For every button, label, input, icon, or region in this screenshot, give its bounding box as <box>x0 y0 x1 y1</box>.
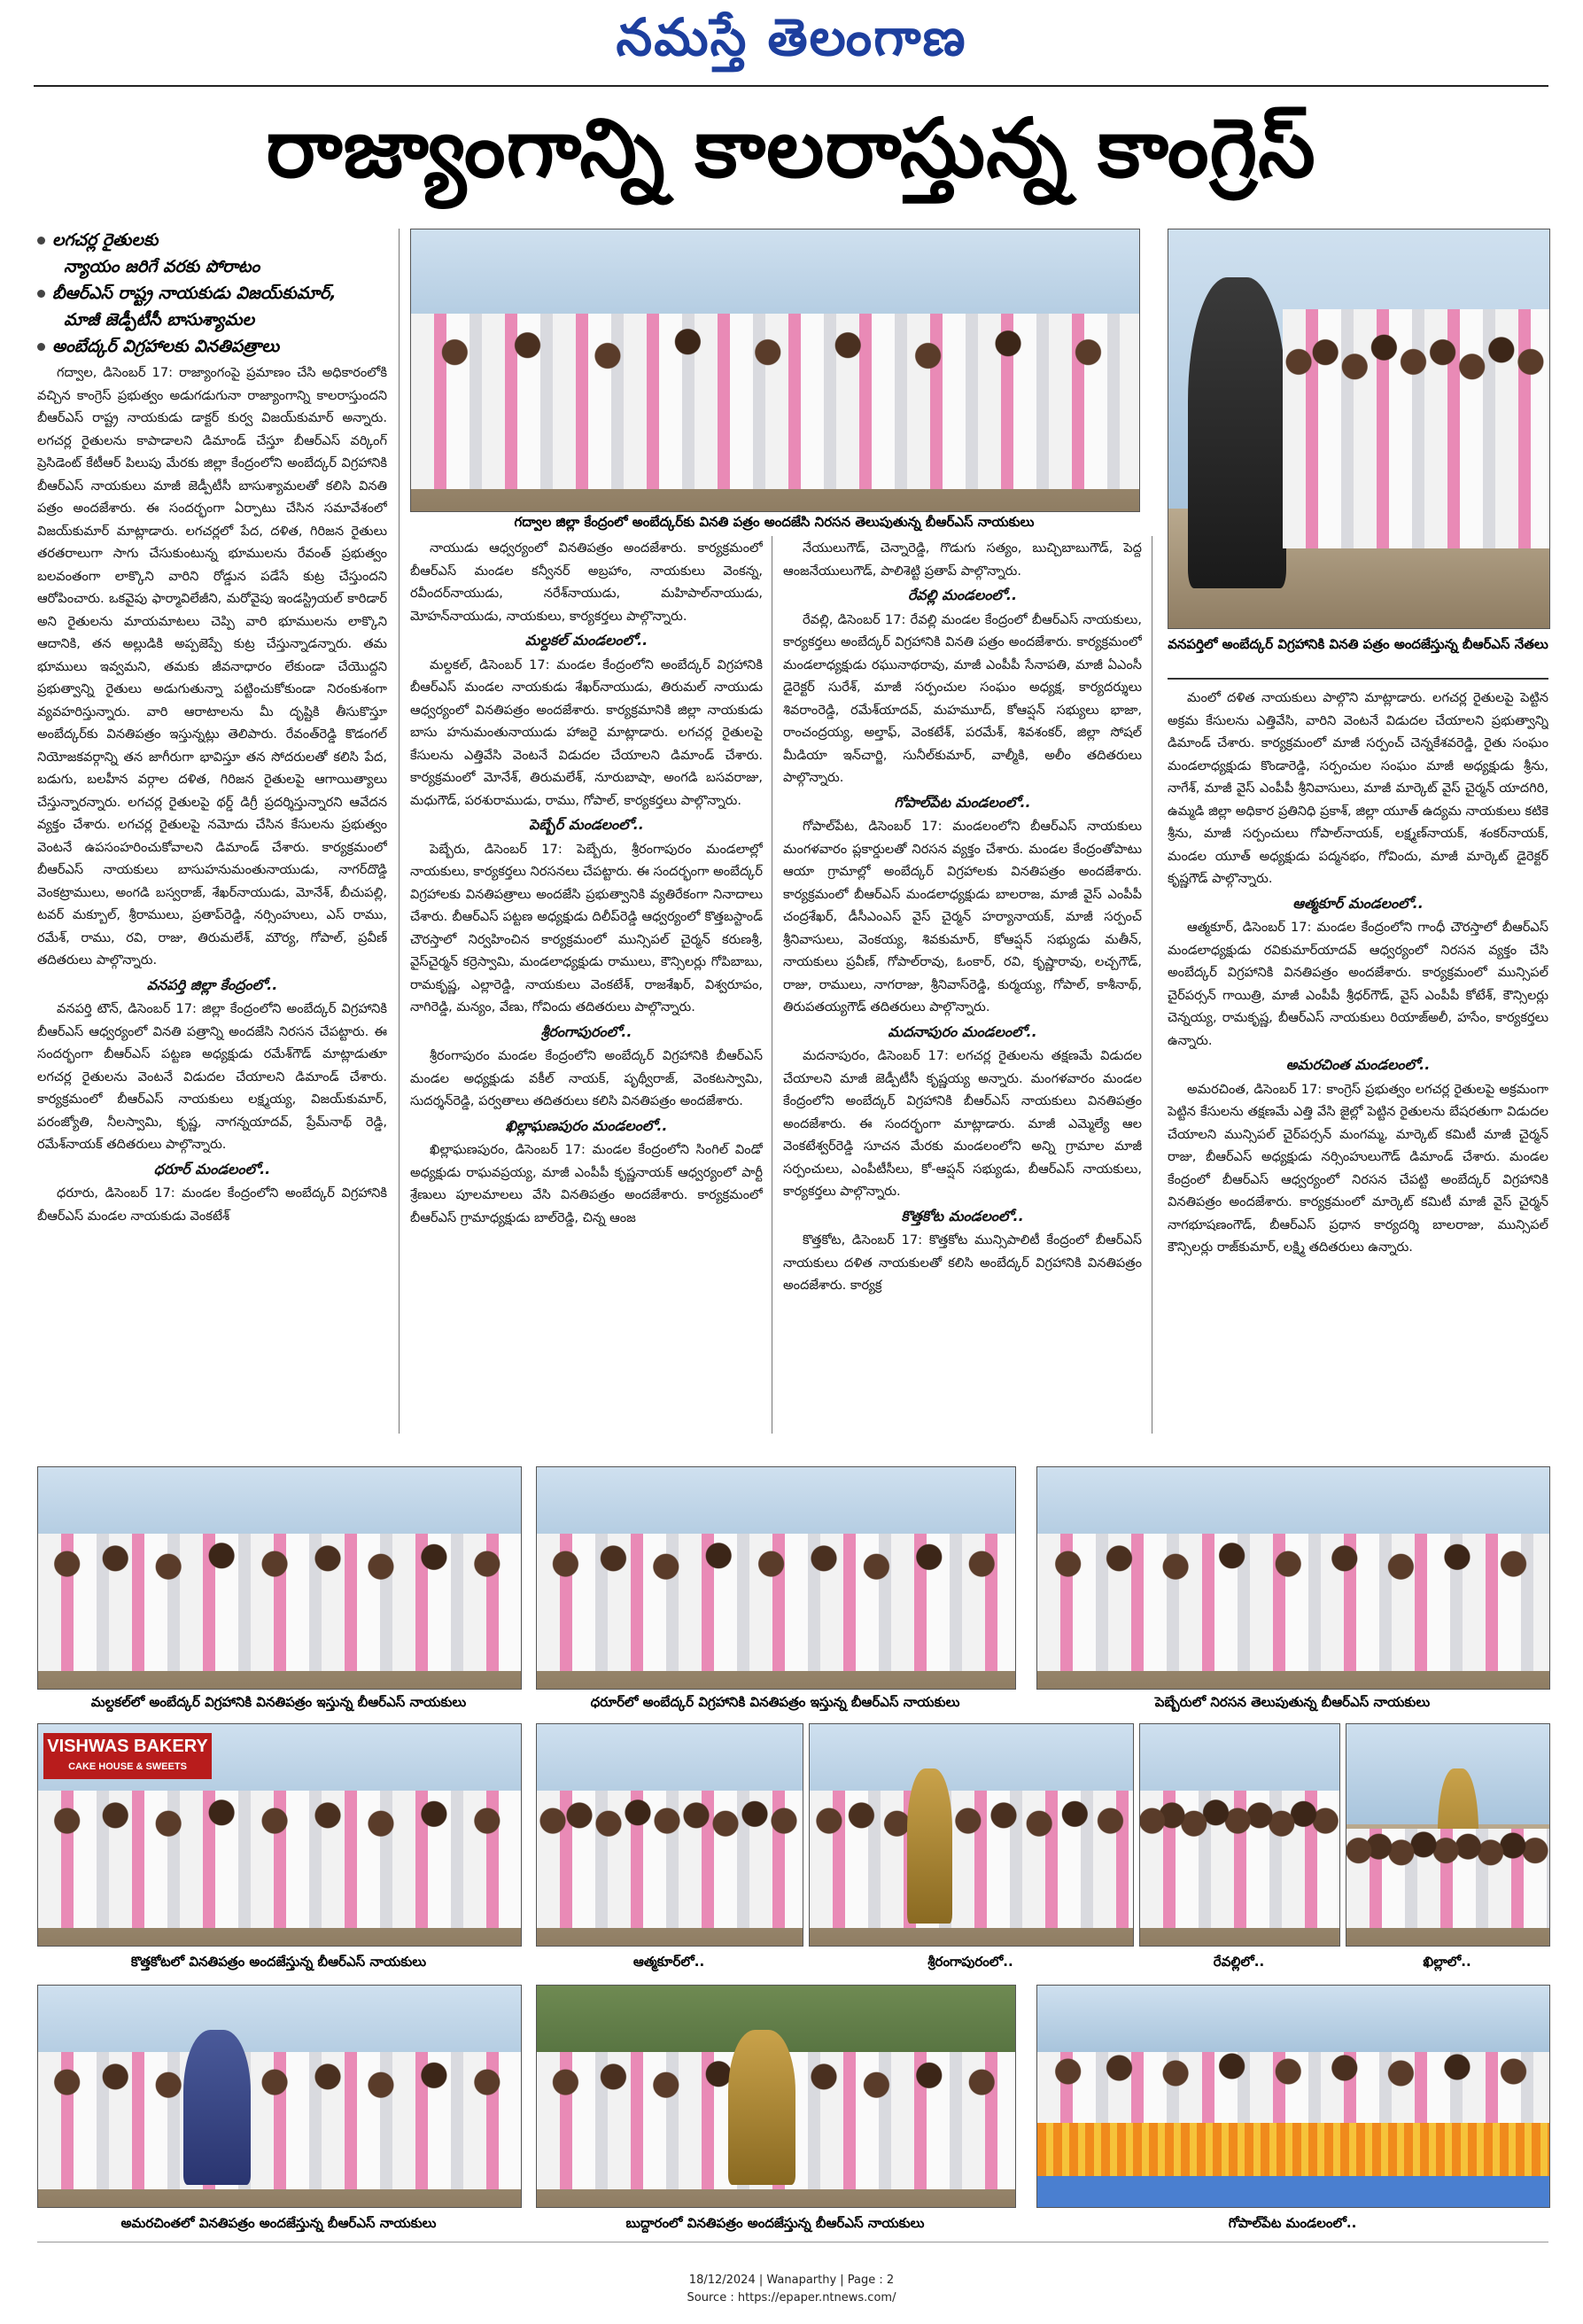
highlight-item: న్యాయం జరిగే వరకు పోరాటం <box>64 257 260 276</box>
caption-maldakal: మల్దకల్‌లో అంబేద్కర్ విగ్రహానికి వినతిపత్రం ఇస్తున్న బీఆర్‌ఎస్ నాయకులు <box>90 1694 467 1710</box>
caption-pebbair: పెబ్బేరులో నిరసన తెలుపుతున్న బీఆర్‌ఎస్ నాయకులు <box>1154 1694 1431 1710</box>
footer-date-edition: 18/12/2024 | Wanaparthy | Page : 2 <box>688 2273 895 2287</box>
section-subheading: ధరూర్ మండలంలో.. <box>153 1160 271 1178</box>
bakery-sign: VISHWAS BAKERY CAKE HOUSE & SWEETS <box>43 1733 212 1779</box>
column-divider <box>399 229 400 1434</box>
highlights-box <box>37 227 384 360</box>
section-subheading: అమరచింత మండలంలో.. <box>1285 1056 1431 1073</box>
caption-buddaram: బుద్దారంలో వినతిపత్రం అందజేస్తున్న బీఆర్‌ఎస్ నాయకులు <box>625 2215 925 2231</box>
article-paragraph: ఖిల్లాఘణపురం, డిసెంబర్ 17: మండల కేంద్రంలోని సింగిల్ విండో అధ్యక్షుడు రాఘవప్రయ్య, మాజీ ఎంపీపీ కృష్ణనాయక్ ఆధ్వర్యంలో పార్టీ శ్రేణులు పూలమాలలు వేసి వినతిపత్రం అందజేశారు. కార్యక్రమంలో బీఆర్‌ఎస్ గ్రామాధ్యక్షుడు బాల్‌రెడ్డి, చిన్న ఆంజ <box>410 1142 763 1225</box>
masthead-rule <box>34 85 1548 87</box>
caption-khilla: ఖిల్లాలో.. <box>1423 1954 1471 1970</box>
caption-atmakur: ఆత్మకూర్‌లో.. <box>632 1954 705 1970</box>
photo-srirangapuram <box>809 1723 1134 1947</box>
section-subheading: రేవల్లి మండలంలో.. <box>907 587 1018 603</box>
caption-srirangapuram: శ్రీరంగాపురంలో.. <box>927 1954 1013 1970</box>
article-paragraph: మంలో దళిత నాయకులు పాల్గొని మాట్లాడారు. లగచర్ల రైతులపై పెట్టిన అక్రమ కేసులను ఎత్తివేసి, వారిని వెంటనే విడుదల చేయాలని ప్రభుత్వాన్ని డిమాండ్ చేశారు. కార్యక్రమంలో మాజీ సర్పంచ్ చెన్నకేశవరెడ్డి, రైతు సంఘం మండలాధ్యక్షుడు కొండారెడ్డి, సర్పంచుల సంఘం మాజీ అధ్యక్షుడు శ్రీను, నాగేశ్, మాజీ వైస్ ఎంపీపీ శ్రీనివాసులు, మాజీ మార్కెట్ వైస్ చైర్మన్ యాదగిరి, ఉమ్మడి జిల్లా అధికార ప్రతినిధి ప్రకాశ్, జిల్లా యూత్ ఉద్యమ నాయకులు కటికె శ్రీను, మాజీ సర్పంచులు గోపాల్‌నాయక్, లక్ష్మణ్‌నాయక్, శంకర్‌నాయక్, మండల యూత్ అధ్యక్షుడు పద్మనభం, గోవిందు, మాజీ మార్కెట్ డైరెక్టర్ కృష్ణగౌడ్ పాల్గొన్నారు. <box>1168 690 1548 886</box>
section-subheading: మల్దకల్ మండలంలో.. <box>524 632 648 649</box>
caption-gopalpet: గోపాల్‌పేట మండలంలో.. <box>1228 2215 1357 2231</box>
section-subheading: ఖిల్లాఘణపురం మండలంలో.. <box>505 1116 668 1134</box>
photo-atmakur <box>536 1723 803 1947</box>
photo-khilla <box>1346 1723 1550 1947</box>
photo-kothakota <box>37 1723 522 1947</box>
article-paragraph: పెబ్బేరు, డిసెంబర్ 17: పెబ్బేరు, శ్రీరంగాపురం మండలాల్లో నాయకులు, కార్యకర్తలు నిరసనలు చేపట్టారు. ఈ సందర్భంగా అంబేద్కర్ విగ్రహాలకు వినతిపత్రాలు అందజేసి ప్రభుత్వానికి వ్యతిరేకంగా నినాదాలు చేశారు. బీఆర్‌ఎస్ పట్టణ అధ్యక్షుడు దిలీప్‌రెడ్డి ఆధ్వర్యంలో కొత్తబస్టాండ్ చౌరస్తాలో నిర్వహించిన కార్యక్రమంలో మున్సిపల్ చైర్మన్ కరుణశ్రీ, వైస్‌చైర్మన్ కర్రెస్వామి, మండలాధ్యక్షుడు రాములు, కౌన్సిలర్లు గోపిబాబు, రామకృష్ణ, ఎల్లారెడ్డి, నాయకులు వెంకటేశ్, రాజశేఖర్, విశ్వరూపం, నాగిరెడ్డి, మన్యం, వేణు, గోవిందు తదితరులు పాల్గొన్నారు. <box>410 841 763 1014</box>
section-subheading: శ్రీరంగాపురంలో.. <box>540 1022 632 1040</box>
article-paragraph: శ్రీరంగాపురం మండల కేంద్రంలోని అంబేద్కర్ విగ్రహానికి బీఆర్‌ఎస్ మండల అధ్యక్షుడు వకీల్ నాయక్, పృథ్వీరాజ్, వెంకటస్వామి, సుదర్శన్‌రెడ్డి, పర్వతాలు తదితరులు కలిసి వినతిపత్రం అందజేశారు. <box>410 1048 763 1108</box>
photo-wanaparthy-statue <box>1168 229 1550 629</box>
bullet-icon <box>37 237 45 245</box>
photo-gopalpet <box>1036 1985 1550 2208</box>
caption-wanaparthy: వనపర్తిలో అంబేద్కర్ విగ్రహానికి వినతి పత్రం అందజేస్తున్న బీఆర్‌ఎస్ నేతలు <box>1168 636 1548 652</box>
article-column-3 <box>783 537 1142 1434</box>
article-paragraph: గద్వాల, డిసెంబర్ 17: రాజ్యాంగంపై ప్రమాణం చేసి అధికారంలోకి వచ్చిన కాంగ్రెస్ ప్రభుత్వం అడుగడుగునా రాజ్యాంగాన్ని కాలరాస్తుందని బీఆర్‌ఎస్ రాష్ట్ర నాయకుడు డాక్టర్ కుర్వ విజయ్‌కుమార్ అన్నారు. లగచర్ల రైతులను కాపాడాలని డిమాండ్ చేస్తూ బీఆర్‌ఎస్ వర్కింగ్ ప్రెసిడెంట్ కేటీఆర్ పిలుపు మేరకు జిల్లా కేంద్రంలోని అంబేద్కర్ విగ్రహానికి బీఆర్‌ఎస్ నాయకులు మాజీ జెడ్పీటీసీ బాసుశ్యామలతో కలిసి వినతి పత్రం అందజేశారు. ఈ సందర్భంగా ఏర్పాటు చేసిన సమావేశంలో విజయ్‌కుమార్ మాట్లాడారు. లగచర్లలో పేద, దళిత, గిరిజన రైతులు తరతరాలుగా సాగు చేసుకుంటున్న భూములను రేవంత్ ప్రభుత్వం బలవంతంగా లాక్కొని వారిని రోడ్డున పడేసే కుట్ర చేస్తుందని ఆరోపించారు. ఒకవైపు ఫార్మావిలేజీని, మరోవైపు ఇండస్ట్రియల్ కారిడార్ అని రైతులను మాయమాటలు చెప్పి వారి భూములను లాక్కొని ఆదానికి, తన అల్లుడికి అప్పజెప్పే కుట్ర చేస్తున్నాడన్నారు. తమ భూములు ఇవ్వమని, తమకు జీవనాధారం లేకుండా చేయొద్దని ప్రభుత్వాన్ని రైతులు అడుగుతున్నా పట్టించుకోకుండా నిరంకుశంగా వ్యవహరిస్తున్నారు. వారి ఆరాటాలను మీ దృష్టికి తీసుకొస్తూ అంబేద్కర్‌కు వినతిపత్రం ఇస్తున్నట్లు తెలిపారు. రేవంత్‌రెడ్డి కొడంగల్ నియోజకవర్గాన్ని తన జాగీరుగా భావిస్తూ తన సోదరులతో కలిసి పేద, బడుగు, బలహీన వర్గాల దళిత, గిరిజన రైతులపై ఆగాయిత్యాలు చేస్తున్నారన్నారు. లగచర్ల రైతులపై థర్డ్ డిగ్రీ ప్రదర్శిస్తున్నారని ఆవేదన వ్యక్తం చేశారు. లగచర్ల రైతులపై నమోదు చేసిన కేసులను ప్రభుత్వం వెంటనే ఉపసంహరించుకోవాలని డిమాండ్ చేశారు. కార్యక్రమంలో బీఆర్‌ఎస్ నాయకులు బాసుహనుమంతునాయుడు, నాగర్‌దొడ్డి వెంకట్రాములు, అంగడి బస్వరాజ్, శేఖర్‌నాయుడు, మోనేశ్, బీచుపల్లి, టవర్ మక్బూల్, శ్రీరాములు, ప్రతాప్‌రెడ్డి, నర్సింహులు, ఎస్‌ రాము, రమేశ్, రాము, రవి, రాజు, తిరుమలేశ్, మౌర్య, గోపాల్, ప్రవీణ్ తదితరులు పాల్గొన్నారు. <box>37 365 387 968</box>
article-paragraph: ధరూరు, డిసెంబర్ 17: మండల కేంద్రంలోని అంబేద్కర్ విగ్రహానికి బీఆర్‌ఎస్ మండల నాయకుడు వెంకటేశ్ <box>37 1185 387 1224</box>
article-paragraph: గోపాల్‌పేట, డిసెంబర్ 17: మండలంలోని బీఆర్‌ఎస్ నాయకులు మంగళవారం ప్లకార్డులతో నిరసన వ్యక్తం చేశారు. మండల కేంద్రంతోపాటు ఆయా గ్రామాల్లో అంబేద్కర్ విగ్రహాలకు వినతిపత్రం అందజేశారు. కార్యక్రమంలో బీఆర్‌ఎస్ మండలాధ్యక్షుడు బాలరాజ, మాజీ వైస్ ఎంపీపీ చంద్రశేఖర్, డీసీఎంఎస్ వైస్ చైర్మన్ హర్యానాయక్, మాజీ సర్పంచ్ శ్రీనివాసులు, వెంకయ్య, శివకుమార్, కోఆప్షన్ సభ్యుడు మతీన్, నాయకులు ప్రవీణ్, గోపాల్‌రావు, ఓంకార్, రవి, కృష్ణారావు, లచ్చగౌడ్, రాజు, రాములు, నాగరాజు, శ్రీనివాస్‌రెడ్డి, కుర్మయ్య, గోపాల్, కాశీనాథ్, తిరుపతయ్యగౌడ్ తదితరులు పాల్గొన్నారు. <box>783 819 1142 1014</box>
caption-dharur: ధరూర్‌లో అంబేద్కర్ విగ్రహానికి వినతిపత్రం ఇస్తున్న బీఆర్‌ఎస్ నాయకులు <box>590 1694 960 1710</box>
article-paragraph: నాయుడు ఆధ్వర్యంలో వినతిపత్రం అందజేశారు. కార్యక్రమంలో బీఆర్‌ఎస్ మండల కన్వీనర్ అబ్రహాం, నాయకులు వెంకన్న, రవీందర్‌నాయుడు, నరేశ్‌నాయుడు, మహిపాల్‌నాయుడు, మోహన్‌నాయుడు, నాయకులు, కార్యకర్తలు పాల్గొన్నారు. <box>410 540 763 624</box>
photo-gadwal-protest <box>410 229 1140 512</box>
section-subheading: మదనాపురం మండలంలో.. <box>888 1022 1037 1040</box>
article-paragraph: ఆత్మకూర్, డిసెంబర్ 17: మండల కేంద్రంలోని గాంధీ చౌరస్తాలో బీఆర్‌ఎస్ మండలాధ్యక్షుడు రవికుమార్‌యాదవ్ ఆధ్వర్యంలో నిరసన వ్యక్తం చేసి అంబేద్కర్ విగ్రహానికి వినతిపత్రం అందజేశారు. కార్యక్రమంలో మున్సిపల్ చైర్‌పర్సన్ గాయిత్రి, మాజీ ఎంపీపీ శ్రీధర్‌గౌడ్, వైస్ ఎంపీపీ కోటేశ్, కౌన్సిలర్లు చెన్నయ్య, రామకృష్ణ, బీఆర్‌ఎస్ నాయకులు రియాజ్‌అలీ, హసేం, కార్యకర్తలు ఉన్నారు. <box>1168 920 1548 1048</box>
section-subheading: పెబ్బేర్ మండలంలో.. <box>529 816 644 833</box>
caption-kothakota: కొత్తకోటలో వినతిపత్రం అందజేస్తున్న బీఆర్‌ఎస్ నాయకులు <box>130 1954 427 1970</box>
section-subheading: కొత్తకోట మండలంలో.. <box>901 1207 1024 1224</box>
highlight-item: లగచర్ల రైతులకు <box>37 227 384 253</box>
section-subheading: ఆత్మకూర్ మండలంలో.. <box>1292 894 1424 912</box>
article-paragraph: నేయులుగౌడ్, చెన్నారెడ్డి, గొడుగు సత్యం, బుచ్చిబాబుగౌడ్, పెద్ద ఆంజనేయులుగౌడ్, పాలిశెట్టి ప్రతాప్ పాల్గొన్నారు. <box>783 540 1142 579</box>
article-paragraph: మల్దకల్, డిసెంబర్ 17: మండల కేంద్రంలోని అంబేద్కర్ విగ్రహానికి బీఆర్‌ఎస్ మండల నాయకుడు శేఖర్‌నాయుడు, తిరుమల్ నాయుడు ఆధ్వర్యంలో వినతిపత్రం అందజేశారు. కార్యక్రమానికి జిల్లా నాయకుడు బాసు హనుమంతునాయుడు హాజరై మాట్లాడారు. లగచర్ల రైతులపై కేసులను ఎత్తివేసి వెంటనే విడుదల చేయాలని డిమాండ్ చేశారు. కార్యక్రమంలో మోనేశ్, తిరుమలేశ్, నూరుబాషా, అంగడి బసవరాజు, మధుగౌడ్, పరశురాముడు, రాము, గోపాల్, కార్యకర్తలు పాల్గొన్నారు. <box>410 657 763 808</box>
caption-amarchinta: అమరచింతలో వినతిపత్రం అందజేస్తున్న బీఆర్‌ఎస్ నాయకులు <box>120 2215 437 2231</box>
photo-maldakal <box>37 1466 522 1690</box>
article-paragraph: అమరచింత, డిసెంబర్ 17: కాంగ్రెస్ ప్రభుత్వం లగచర్ల రైతులపై అక్రమంగా పెట్టిన కేసులను తక్షణమే ఎత్తి వేసి జైల్లో పెట్టిన రైతులను బేషరతుగా విడుదల చేయాలని మున్సిపల్ చైర్‌పర్సన్ మంగమ్మ, మార్కెట్ కమిటీ మాజీ చైర్మన్ రాజు, బీఆర్‌ఎస్ అధ్యక్షుడు నర్సింహులుగౌడ్ డిమాండ్ చేశారు. మండల కేంద్రంలో బీఆర్‌ఎస్ ఆధ్వర్యంలో నిరసన చేపట్టి అంబేద్కర్ విగ్రహానికి వినతిపత్రం అందజేశారు. కార్యక్రమంలో మార్కెట్ కమిటీ మాజీ వైస్ చైర్మన్ నాగభూషణంగౌడ్, బీఆర్‌ఎస్ ప్రధాన కార్యదర్శి బాలరాజు, మున్సిపల్ కౌన్సిలర్లు రాజ్‌కుమార్, లక్ష్మి తదితరులు ఉన్నారు. <box>1168 1081 1548 1255</box>
bullet-icon <box>37 290 45 298</box>
highlight-item: బీఆర్‌ఎస్ రాష్ట్ర నాయకుడు విజయ్‌కుమార్, <box>37 280 384 307</box>
photo-revally <box>1139 1723 1340 1947</box>
section-subheading: గోపాల్‌పేట మండలంలో.. <box>894 793 1031 811</box>
article-column-2 <box>410 537 763 1434</box>
highlight-item: అంబేద్కర్ విగ్రహాలకు వినతిపత్రాలు <box>37 333 384 360</box>
footer-source: Source : https://epaper.ntnews.com/ <box>687 2291 896 2305</box>
article-paragraph: కొత్తకోట, డిసెంబర్ 17: కొత్తకోట మున్సిపాలిటీ కేంద్రంలో బీఆర్‌ఎస్ నాయకులు దళిత నాయకులతో కలిసి అంబేద్కర్ విగ్రహానికి వినతిపత్రం అందజేశారు. కార్యక్ర <box>783 1232 1142 1293</box>
caption-revally: రేవల్లిలో.. <box>1213 1954 1265 1970</box>
article-column-4 <box>1168 687 1548 1434</box>
photo-pebbair <box>1036 1466 1550 1690</box>
section-subheading: వనపర్తి జిల్లా కేంద్రంలో.. <box>146 975 278 993</box>
highlight-item: మాజీ జెడ్పీటీసీ బాసుశ్యామల <box>64 310 255 330</box>
photo-amarchinta <box>37 1985 522 2208</box>
caption-rule <box>1168 678 1548 680</box>
caption-gadwal: గద్వాల జిల్లా కేంద్రంలో అంబేద్కర్‌కు వినతి పత్రం అందజేసి నిరసన తెలుపుతున్న బీఆర్‌ఎస్ నాయకులు <box>514 514 1035 530</box>
article-paragraph: మదనాపురం, డిసెంబర్ 17: లగచర్ల రైతులను తక్షణమే విడుదల చేయాలని మాజీ జెడ్పీటీసీ కృష్ణయ్య అన్నారు. మంగళవారం మండల కేంద్రంలోని అంబేద్కర్ విగ్రహానికి బీఆర్‌ఎస్ నాయకులు వినతిపత్రం అందజేశారు. ఈ సందర్భంగా మాట్లాడారు. మాజీ ఎమ్మెల్యే ఆల వెంకటేశ్వర్‌రెడ్డి సూచన మేరకు మండలంలోని అన్ని గ్రామాల మాజీ సర్పంచులు, ఎంపీటీసీలు, కో-ఆప్షన్ సభ్యుడు, బీఆర్‌ఎస్ నాయకులు, కార్యకర్తలు పాల్గొన్నారు. <box>783 1048 1142 1199</box>
masthead-logo: నమస్తే తెలంగాణ <box>616 7 967 67</box>
headline: రాజ్యాంగాన్ని కాలరాస్తున్న కాంగ్రెస్ <box>266 101 1316 196</box>
article-paragraph: రేవల్లి, డిసెంబర్ 17: రేవల్లి మండల కేంద్రంలో బీఆర్‌ఎస్ నాయకులు, కార్యకర్తలు అంబేద్కర్ విగ్రహానికి వినతి పత్రం అందజేశారు. కార్యక్రమంలో మండలాధ్యక్షుడు రఘునాథరావు, మాజీ ఎంపీపీ సేనాపతి, మాజీ ఏఎంసీ డైరెక్టర్ సురేశ్, మాజీ సర్పంచుల సంఘం అధ్యక్ష, కార్యదర్శులు శివరాంరెడ్డి, రమేశ్‌యాదవ్, మహమూద్, కోఆప్షన్ సభ్యులు భాజా, రాంచంద్రయ్య, అల్తాఫ్, వెంకటేశ్, పరమేశ్, శివశంకర్, జిల్లా సోషల్ మీడియా ఇన్‌చార్జి, సునీల్‌కుమార్, వాల్మీకి, అలీం తదితరులు పాల్గొన్నారు. <box>783 611 1142 785</box>
photo-dharur <box>536 1466 1016 1690</box>
photo-buddaram <box>536 1985 1016 2208</box>
article-paragraph: వనపర్తి టౌన్, డిసెంబర్ 17: జిల్లా కేంద్రంలోని అంబేద్కర్ విగ్రహానికి బీఆర్‌ఎస్ ఆధ్వర్యంలో వినతి పత్రాన్ని అందజేసి నిరసన చేపట్టారు. ఈ సందర్భంగా బీఆర్‌ఎస్ పట్టణ అధ్యక్షుడు రమేశ్‌గౌడ్ మాట్లాడుతూ లగచర్ల రైతులను వెంటనే విడుదల చేయాలని డిమాండ్ చేశారు. కార్యక్రమంలో బీఆర్‌ఎస్ నాయకులు లక్ష్మయ్య, విజయ్‌కుమార్, పరంజ్యోతి, నీలస్వామి, కృష్ణ, నాగన్నయాదవ్, ప్రేమ్‌నాథ్ రెడ్డి, రమేశ్‌నాయక్ తదితరులు పాల్గొన్నారు. <box>37 1001 387 1152</box>
article-column-1 <box>37 361 387 1434</box>
bullet-icon <box>37 343 45 351</box>
